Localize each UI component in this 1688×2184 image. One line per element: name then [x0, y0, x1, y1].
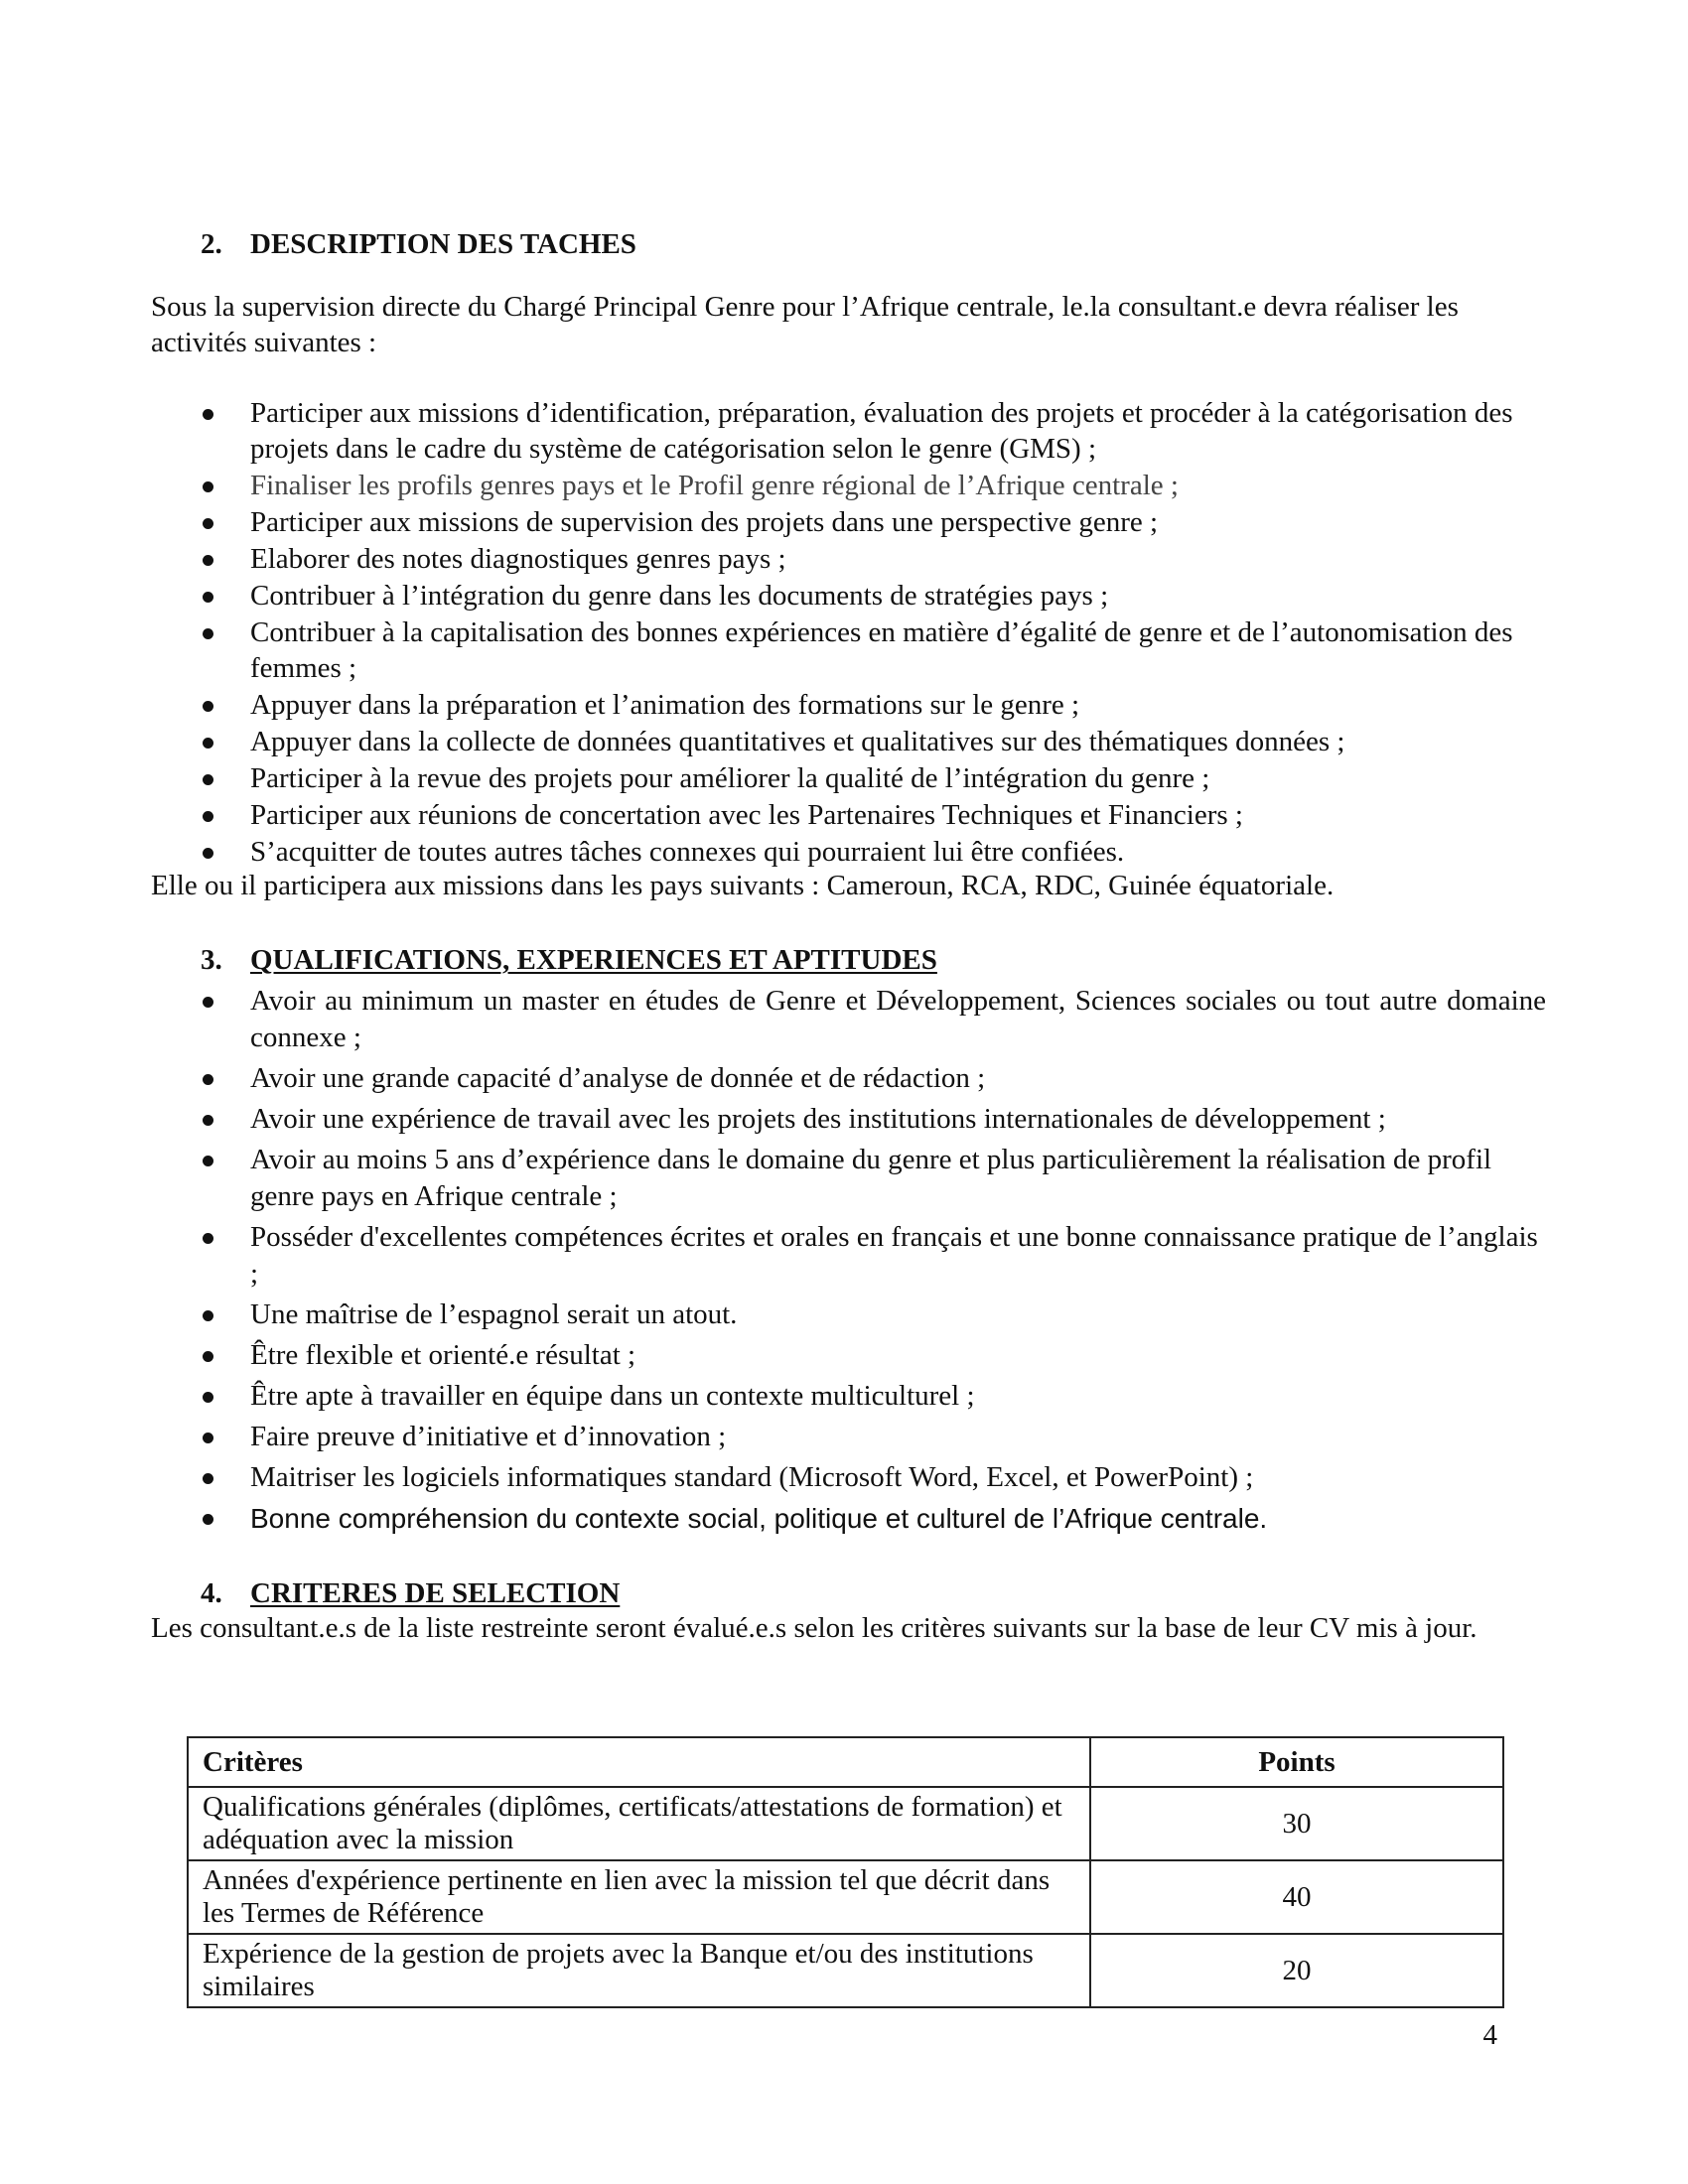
- list-item-text: Faire preuve d’initiative et d’innovation ;: [250, 1421, 727, 1452]
- bullet-icon: [203, 738, 213, 749]
- list-item: [151, 1297, 1546, 1333]
- bullet-icon: [203, 848, 213, 859]
- list-item: [151, 1142, 1546, 1215]
- table-row: [188, 1787, 1503, 1860]
- list-item-text: Une maîtrise de l’espagnol serait un atout.: [250, 1298, 738, 1330]
- list-item: [151, 614, 1546, 686]
- list-item-text: Contribuer à l’intégration du genre dans les documents de stratégies pays ;: [250, 580, 1109, 612]
- list-item: [151, 504, 1546, 540]
- section-3-number: 3.: [201, 944, 222, 976]
- bullet-icon: [203, 1074, 213, 1085]
- list-item-text: Participer aux réunions de concertation avec les Partenaires Techniques et Financiers ;: [250, 799, 1243, 831]
- list-item-text: Participer à la revue des projets pour améliorer la qualité de l’intégration du genre ;: [250, 762, 1210, 794]
- list-item: [151, 687, 1546, 723]
- list-item-text: Appuyer dans la préparation et l’animation des formations sur le genre ;: [250, 689, 1080, 721]
- list-item: [151, 724, 1546, 759]
- list-item: [151, 1459, 1546, 1496]
- section-2-heading: [201, 227, 636, 261]
- table-row: [188, 1860, 1503, 1934]
- list-item-text: Être apte à travailler en équipe dans un contexte multiculturel ;: [250, 1380, 975, 1412]
- bullet-icon: [203, 1115, 213, 1126]
- bullet-icon: [203, 481, 213, 492]
- selection-criteria-table: [187, 1736, 1504, 2008]
- list-item: [151, 395, 1546, 467]
- points-cell: 30: [1090, 1787, 1503, 1860]
- criterion-cell: Expérience de la gestion de projets avec la Banque et/ou des institutions similaires: [188, 1934, 1090, 2007]
- page-number: 4: [1482, 2019, 1497, 2051]
- list-item: [151, 1219, 1546, 1293]
- list-item: [151, 468, 1546, 503]
- list-item-text: Participer aux missions d’identification, préparation, évaluation des projets et procéder à la catégorisation des projets dans le cadre du système de catégorisation selon le genre (GMS) ;: [250, 397, 1513, 465]
- section-4-title: CRITERES DE SELECTION: [250, 1577, 621, 1609]
- bullet-icon: [203, 518, 213, 529]
- section-4-number: 4.: [201, 1577, 222, 1609]
- section-2-intro: Sous la supervision directe du Chargé Principal Genre pour l’Afrique centrale, le.la consultant.e devra réaliser les activités suivantes :: [151, 291, 1459, 358]
- column-header-criteria: Critères: [188, 1737, 1090, 1787]
- bullet-icon: [203, 1310, 213, 1321]
- list-item-text: Posséder d'excellentes compétences écrites et orales en français et une bonne connaissance pratique de l’anglais ;: [250, 1221, 1538, 1290]
- bullet-icon: [203, 811, 213, 822]
- column-header-points: Points: [1090, 1737, 1503, 1787]
- list-item-text: Avoir au moins 5 ans d’expérience dans le domaine du genre et plus particulièrement la réalisation de profil genre pays en Afrique centrale ;: [250, 1144, 1492, 1212]
- bullet-icon: [203, 592, 213, 603]
- criterion-cell: Années d'expérience pertinente en lien avec la mission tel que décrit dans les Termes de Référence: [188, 1860, 1090, 1934]
- list-item: [151, 1378, 1546, 1415]
- bullet-icon: [203, 774, 213, 785]
- list-item: [151, 797, 1546, 833]
- list-item: [151, 541, 1546, 577]
- bullet-icon: [203, 1351, 213, 1362]
- points-cell: 20: [1090, 1934, 1503, 2007]
- bullet-icon: [203, 628, 213, 639]
- list-item: [151, 1500, 1546, 1537]
- bullet-icon: [203, 701, 213, 712]
- list-item: [151, 1060, 1546, 1097]
- bullet-icon: [203, 1514, 213, 1525]
- table-header-row: [188, 1737, 1503, 1787]
- section-3-title: QUALIFICATIONS, EXPERIENCES ET APTITUDES: [250, 944, 937, 976]
- list-item: [151, 983, 1546, 1056]
- bullet-icon: [203, 1233, 213, 1244]
- list-item-text: Elaborer des notes diagnostiques genres pays ;: [250, 543, 786, 575]
- list-item-text: Bonne compréhension du contexte social, politique et culturel de l’Afrique centrale.: [250, 1503, 1268, 1534]
- section-2-task-list: [151, 395, 1546, 871]
- list-item: [151, 760, 1546, 796]
- section-3-heading: [201, 943, 937, 977]
- list-item-text: Finaliser les profils genres pays et le Profil genre régional de l’Afrique centrale ;: [250, 470, 1179, 501]
- bullet-icon: [203, 1392, 213, 1403]
- list-item-text: Maitriser les logiciels informatiques standard (Microsoft Word, Excel, et PowerPoint) ;: [250, 1461, 1254, 1493]
- bullet-icon: [203, 409, 213, 420]
- list-item-text: Contribuer à la capitalisation des bonnes expériences en matière d’égalité de genre et de l’autonomisation des femmes ;: [250, 616, 1513, 684]
- list-item: [151, 1101, 1546, 1138]
- list-item-text: Participer aux missions de supervision des projets dans une perspective genre ;: [250, 506, 1159, 538]
- list-item-text: Être flexible et orienté.e résultat ;: [250, 1339, 636, 1371]
- list-item-text: Avoir une grande capacité d’analyse de donnée et de rédaction ;: [250, 1062, 986, 1094]
- list-item-text: S’acquitter de toutes autres tâches connexes qui pourraient lui être confiées.: [250, 836, 1125, 868]
- section-2-number: 2.: [201, 228, 222, 260]
- bullet-icon: [203, 997, 213, 1008]
- list-item-text: Avoir une expérience de travail avec les projets des institutions internationales de développement ;: [250, 1103, 1386, 1135]
- section-2-title: DESCRIPTION DES TACHES: [250, 228, 636, 260]
- bullet-icon: [203, 1473, 213, 1484]
- list-item: [151, 1419, 1546, 1455]
- list-item: [151, 834, 1546, 870]
- list-item-text: Avoir au minimum un master en études de Genre et Développement, Sciences sociales ou tout autre domaine connexe ;: [250, 985, 1546, 1053]
- list-item-text: Appuyer dans la collecte de données quantitatives et qualitatives sur des thématiques données ;: [250, 726, 1345, 757]
- section-2-closing: Elle ou il participera aux missions dans les pays suivants : Cameroun, RCA, RDC, Guinée équatoriale.: [151, 870, 1335, 901]
- criterion-cell: Qualifications générales (diplômes, certificats/attestations de formation) et adéquation avec la mission: [188, 1787, 1090, 1860]
- bullet-icon: [203, 555, 213, 566]
- table-row: [188, 1934, 1503, 2007]
- section-4-intro: Les consultant.e.s de la liste restreinte seront évalué.e.s selon les critères suivants sur la base de leur CV mis à jour.: [151, 1612, 1477, 1644]
- bullet-icon: [203, 1156, 213, 1166]
- bullet-icon: [203, 1433, 213, 1443]
- list-item: [151, 1337, 1546, 1374]
- points-cell: 40: [1090, 1860, 1503, 1934]
- list-item: [151, 578, 1546, 614]
- section-4-heading: [201, 1576, 620, 1610]
- section-3-qualifications-list: [151, 983, 1546, 1541]
